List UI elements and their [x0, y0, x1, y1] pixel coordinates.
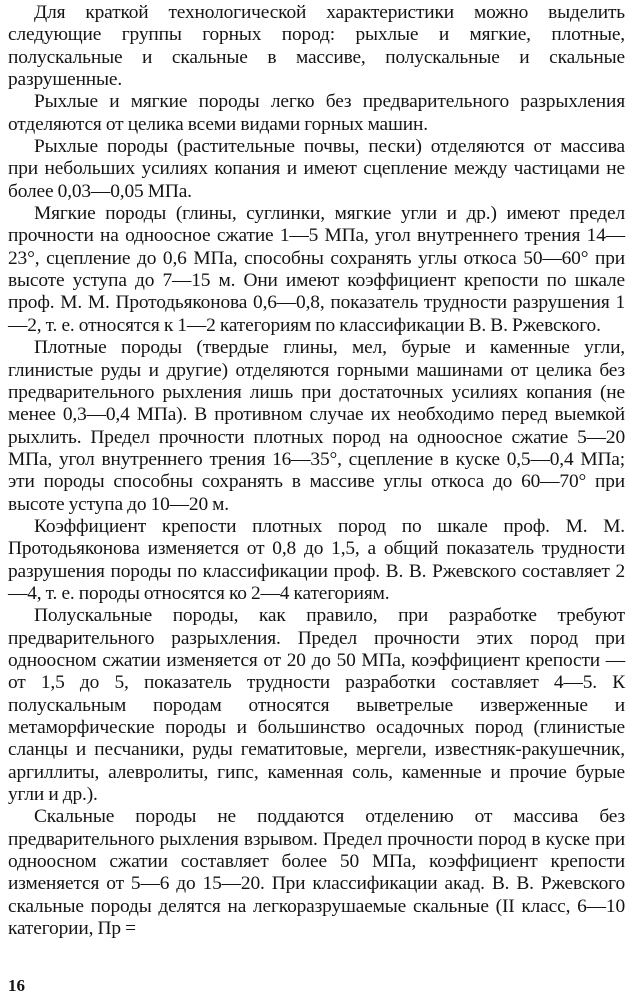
paragraph-loose-soft: Рыхлые и мягкие породы легко без предварительного разрыхления отделяются от целика всеми видами горных машин. [8, 91, 625, 135]
paragraph-dense: Плотные породы (твердые глины, мел, бурые и каменные угли, глинистые руды и другие) отделяются горными машинами от целика без предварительного рыхления лишь при достаточных усилиях копания (не менее 0,3—0,4 МПа). В противном случае их необходимо перед выемкой рыхлить. Предел прочности плотных пород на одноосное сжатие 5—20 МПа, угол внутреннего трения 16—35°, сцепление в куске 0,5—0,4 МПа; эти породы способны сохранять в массиве углы откоса до 60—70° при высоте уступа до 10—20 м. [8, 337, 625, 515]
paragraph-rock: Скальные породы не поддаются отделению от массива без предварительного рыхления взрывом. Предел прочности пород в куске при одноосном сжатии составляет более 50 МПа, коэффициент крепости изменяется от 5—6 до 15—20. При классификации акад. В. В. Ржевского скальные породы делятся на легкоразрушаемые скальные (II класс, 6—10 категории, Пр = [8, 806, 625, 940]
text-body [8, 2, 625, 940]
book-page [8, 0, 625, 1004]
paragraph-semirock: Полускальные породы, как правило, при разработке требуют предварительного разрыхления. Предел прочности этих пород при одноосном сжатии изменяется от 20 до 50 МПа, коэффициент крепости — от 1,5 до 5, показатель трудности разработки составляет 4—5. К полускальным породам относятся выветрелые изверженные и метаморфические породы и большинство осадочных пород (глинистые сланцы и песчаники, руды гематитовые, мергели, известняк-ракушечник, аргиллиты, алевролиты, гипс, каменная соль, каменные и прочие бурые угли и др.). [8, 605, 625, 806]
paragraph-soft: Мягкие породы (глины, суглинки, мягкие угли и др.) имеют предел прочности на одноосное сжатие 1—5 МПа, угол внутреннего трения 14—23°, сцепление до 0,6 МПа, способны сохранять углы откоса 50—60° при высоте уступа до 7—15 м. Они имеют коэффициент крепости по шкале проф. М. М. Протодьяконова 0,6—0,8, показатель трудности разрушения 1—2, т. е. относятся к 1—2 категориям по классификации В. В. Ржевского. [8, 203, 625, 336]
paragraph-intro: Для краткой технологической характеристики можно выделить следующие группы горных пород: рыхлые и мягкие, плотные, полускальные и скальные в массиве, полускальные и скальные разрушенные. [8, 2, 625, 91]
paragraph-loose: Рыхлые породы (растительные почвы, пески) отделяются от массива при небольших усилиях копания и имеют сцепление между частицами не более 0,03—0,05 МПа. [8, 136, 625, 202]
page-number: 16 [8, 976, 25, 995]
paragraph-dense-strength: Коэффициент крепости плотных пород по шкале проф. М. М. Протодьяконова изменяется от 0,8 до 1,5, а общий показатель трудности разрушения породы по классификации проф. В. В. Ржевского составляет 2—4, т. е. породы относятся ко 2—4 категориям. [8, 515, 625, 604]
